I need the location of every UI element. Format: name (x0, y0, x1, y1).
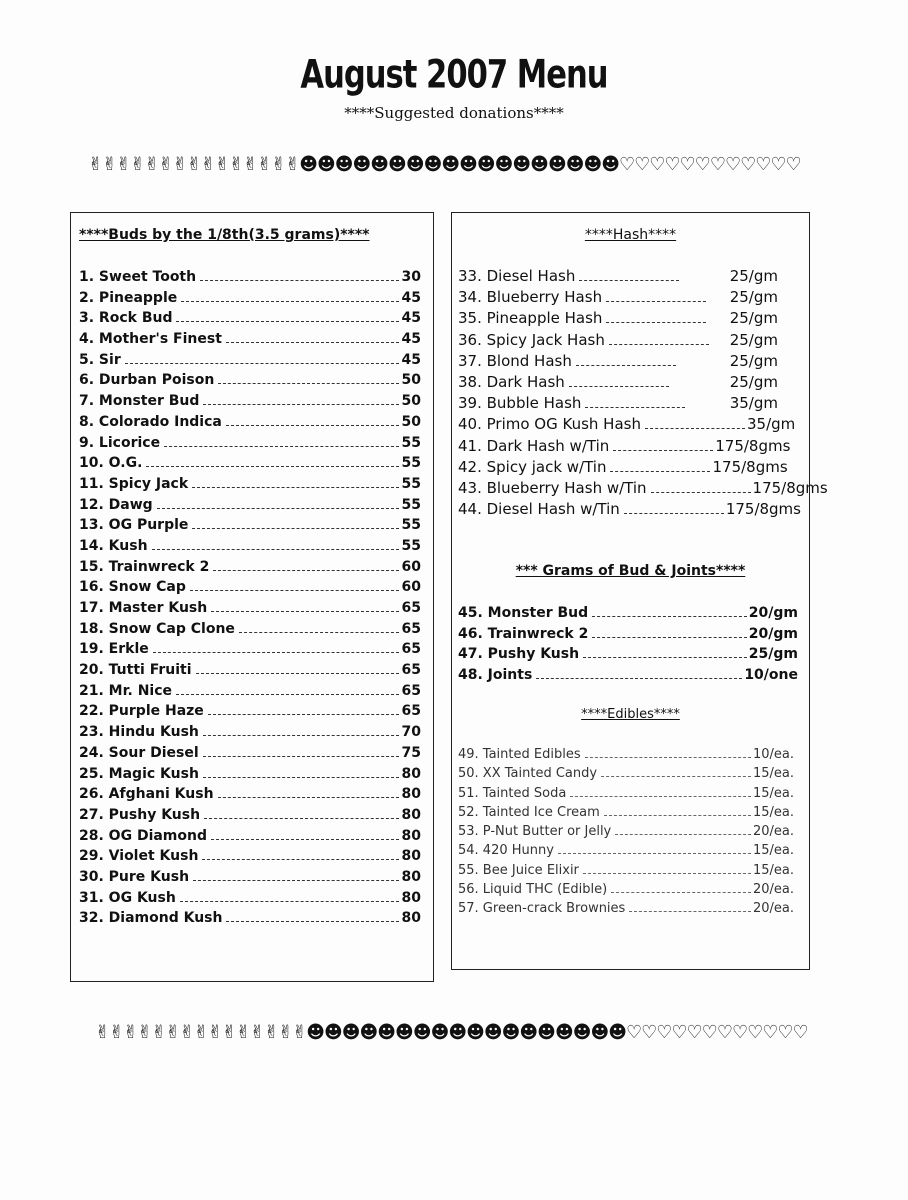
dot-leader (211, 839, 399, 840)
item-price: 25/gm (729, 267, 778, 285)
dot-leader (585, 757, 751, 758)
list-item (458, 766, 794, 785)
item-name: 26. Afghani Kush (79, 786, 214, 803)
item-price: 50 (401, 413, 421, 430)
dot-leader (611, 892, 751, 893)
dot-leader (585, 407, 685, 408)
dot-leader (152, 549, 399, 550)
list-item (458, 824, 794, 843)
item-name: 13. OG Purple (79, 517, 189, 534)
item-name: 43. Blueberry Hash w/Tin (458, 478, 647, 497)
list-item (458, 478, 828, 500)
dot-leader (192, 528, 399, 529)
item-price: 20/ea. (752, 824, 794, 840)
item-price: 15/ea. (752, 785, 794, 801)
item-price: 65 (401, 641, 421, 658)
item-name: 20. Tutti Fruiti (79, 662, 192, 679)
item-name: 48. Joints (458, 666, 533, 683)
item-name: 54. 420 Hunny (458, 843, 554, 859)
list-item (458, 331, 778, 352)
item-price: 10/one (744, 666, 798, 683)
item-price: 55 (401, 517, 421, 534)
item-price: 70 (401, 724, 421, 741)
item-name: 15. Trainwreck 2 (79, 558, 210, 575)
item-name: 3. Rock Bud (79, 310, 173, 327)
dot-leader (558, 853, 751, 854)
list-item (458, 901, 794, 920)
item-name: 31. OG Kush (79, 889, 176, 906)
list-item (458, 288, 778, 309)
item-price: 65 (401, 662, 421, 679)
dot-leader (570, 796, 751, 797)
item-name: 44. Diesel Hash w/Tin (458, 500, 620, 519)
dot-leader (592, 637, 746, 638)
item-price: 80 (401, 806, 421, 823)
item-price: 80 (401, 848, 421, 865)
list-item (458, 805, 794, 824)
item-name: 21. Mr. Nice (79, 682, 173, 699)
item-price: 35/gm (746, 415, 796, 434)
dot-leader (583, 873, 751, 874)
list-item (79, 331, 421, 352)
list-item (79, 455, 421, 476)
item-price: 15/ea. (752, 843, 794, 859)
page-title: August 2007 Menu (300, 52, 608, 98)
item-price: 30 (401, 269, 421, 285)
item-price: 60 (401, 579, 421, 596)
list-item (79, 497, 421, 518)
item-name: 41. Dark Hash w/Tin (458, 436, 610, 455)
item-name: 57. Green-crack Brownies (458, 901, 626, 917)
item-name: 8. Colorado Indica (79, 413, 222, 430)
bottom-divider (95, 1022, 815, 1043)
dot-leader (190, 590, 399, 591)
list-item (79, 435, 421, 456)
dot-leader (157, 508, 399, 509)
dot-leader (606, 322, 706, 323)
item-price: 65 (401, 682, 421, 699)
item-price: 20/ea. (752, 882, 794, 898)
list-item (458, 436, 791, 458)
item-name: 28. OG Diamond (79, 827, 208, 844)
hash-list (458, 267, 828, 521)
dot-leader (592, 616, 747, 617)
list-item (79, 352, 421, 373)
item-name: 22. Purple Haze (79, 703, 204, 720)
list-item (458, 786, 794, 805)
dot-leader (218, 383, 399, 384)
list-item (458, 646, 798, 667)
item-price: 80 (401, 827, 421, 844)
item-price: 175/8gms (725, 500, 801, 519)
item-name: 35. Pineapple Hash (458, 309, 603, 328)
item-name: 37. Blond Hash (458, 351, 572, 370)
list-item (79, 600, 421, 621)
item-name: 56. Liquid THC (Edible) (458, 882, 608, 898)
list-item (79, 724, 421, 745)
list-item (458, 605, 798, 626)
dot-leader (613, 450, 713, 451)
dot-leader (203, 756, 399, 757)
dot-leader (576, 365, 676, 366)
heart-icon-row: ♡♡♡♡♡♡♡♡♡♡♡♡ (626, 1022, 808, 1043)
item-name: 17. Master Kush (79, 600, 208, 616)
list-item (79, 269, 421, 290)
dot-leader (125, 363, 399, 364)
list-item (458, 500, 801, 521)
dot-leader (536, 678, 742, 679)
list-item (79, 745, 421, 766)
item-price: 65 (401, 600, 421, 616)
item-name: 51. Tainted Soda (458, 785, 567, 801)
item-name: 18. Snow Cap Clone (79, 620, 235, 637)
right-panel (451, 212, 828, 970)
item-name: 46. Trainwreck 2 (458, 625, 589, 642)
item-price: 45 (401, 310, 421, 327)
buds-panel (70, 212, 434, 982)
edibles-heading: ****Edibles**** (581, 707, 680, 722)
item-price: 175/8gms (752, 478, 828, 497)
item-name: 23. Hindu Kush (79, 724, 199, 741)
item-name: 47. Pushy Kush (458, 646, 580, 662)
list-item (79, 621, 421, 642)
item-name: 50. XX Tainted Candy (458, 766, 598, 782)
list-item (79, 807, 421, 828)
item-name: 34. Blueberry Hash (458, 288, 603, 307)
buds-heading: ****Buds by the 1/8th(3.5 grams)**** (79, 227, 370, 243)
dot-leader (604, 815, 751, 816)
dot-leader (208, 714, 399, 715)
top-divider (88, 154, 808, 175)
item-price: 50 (401, 372, 421, 389)
item-price: 75 (401, 744, 421, 761)
dot-leader (180, 901, 399, 902)
item-price: 80 (401, 889, 421, 906)
dot-leader (226, 921, 399, 922)
item-name: 40. Primo OG Kush Hash (458, 415, 641, 434)
dot-leader (629, 911, 751, 912)
item-name: 45. Monster Bud (458, 605, 589, 621)
dot-leader (202, 859, 399, 860)
dot-leader (164, 446, 399, 447)
smiley-icon-row: ☻☻☻☻☻☻☻☻☻☻☻☻☻☻☻☻☻☻ (299, 154, 619, 175)
list-item (79, 869, 421, 890)
list-item (458, 882, 794, 901)
item-price: 20/ea. (752, 901, 794, 917)
peace-icon-row: ✌✌✌✌✌✌✌✌✌✌✌✌✌✌✌ (88, 154, 300, 175)
item-price: 175/8gms (715, 436, 791, 455)
item-price: 80 (401, 786, 421, 803)
dot-leader (218, 797, 399, 798)
dot-leader (213, 570, 399, 571)
item-name: 33. Diesel Hash (458, 267, 576, 285)
dot-leader (226, 342, 399, 343)
list-item (79, 290, 421, 311)
hash-heading: ****Hash**** (584, 227, 677, 243)
list-item (458, 626, 798, 647)
item-price: 65 (401, 620, 421, 637)
dot-leader (211, 611, 399, 612)
item-price: 55 (401, 434, 421, 451)
dot-leader (579, 280, 679, 281)
item-price: 25/gm (748, 646, 798, 662)
dot-leader (239, 632, 399, 633)
item-name: 1. Sweet Tooth (79, 269, 197, 285)
item-name: 53. P-Nut Butter or Jelly (458, 824, 612, 840)
item-price: 25/gm (729, 372, 778, 391)
list-item (79, 517, 421, 538)
item-price: 45 (401, 331, 421, 348)
dot-leader (606, 301, 706, 302)
item-name: 39. Bubble Hash (458, 394, 582, 413)
item-name: 16. Snow Cap (79, 579, 186, 596)
smiley-icon-row: ☻☻☻☻☻☻☻☻☻☻☻☻☻☻☻☻☻☻ (306, 1022, 626, 1043)
dot-leader (615, 834, 751, 835)
list-item (79, 890, 421, 911)
item-price: 45 (401, 289, 421, 306)
dot-leader (583, 657, 747, 658)
item-price: 25/gm (729, 288, 778, 307)
item-name: 38. Dark Hash (458, 372, 565, 391)
item-price: 25/gm (729, 309, 778, 328)
list-item (458, 863, 794, 882)
item-name: 29. Violet Kush (79, 848, 199, 865)
dot-leader (193, 880, 399, 881)
item-name: 27. Pushy Kush (79, 806, 201, 823)
list-item (79, 910, 421, 931)
item-price: 25/gm (729, 330, 778, 349)
item-price: 80 (401, 910, 421, 927)
list-item (79, 703, 421, 724)
item-price: 10/ea. (752, 747, 794, 762)
dot-leader (203, 404, 399, 405)
dot-leader (204, 818, 399, 819)
list-item (79, 848, 421, 869)
item-price: 80 (401, 765, 421, 782)
dot-leader (609, 344, 709, 345)
item-price: 55 (401, 475, 421, 492)
item-price: 60 (401, 558, 421, 575)
dot-leader (203, 777, 399, 778)
grams-heading: *** Grams of Bud & Joints**** (515, 563, 746, 579)
list-item (79, 559, 421, 580)
item-name: 30. Pure Kush (79, 868, 190, 885)
item-price: 15/ea. (752, 804, 794, 820)
list-item (458, 667, 798, 688)
dot-leader (200, 280, 399, 281)
item-price: 20/gm (748, 605, 798, 621)
buds-list (79, 269, 421, 931)
item-price: 50 (401, 393, 421, 410)
edibles-list (458, 747, 794, 921)
item-name: 49. Tainted Edibles (458, 747, 581, 762)
list-item (79, 828, 421, 849)
list-item (458, 415, 796, 436)
item-price: 55 (401, 537, 421, 554)
dot-leader (181, 301, 399, 302)
list-item (79, 766, 421, 787)
list-item (458, 373, 778, 394)
dot-leader (651, 492, 751, 493)
item-name: 7. Monster Bud (79, 393, 200, 410)
dot-leader (645, 428, 745, 429)
item-name: 10. O.G. (79, 455, 143, 472)
item-price: 65 (401, 703, 421, 720)
item-price: 15/ea. (752, 862, 794, 878)
item-name: 42. Spicy jack w/Tin (458, 457, 607, 476)
list-item (79, 579, 421, 600)
item-name: 32. Diamond Kush (79, 910, 223, 927)
list-item (79, 786, 421, 807)
dot-leader (569, 386, 669, 387)
list-item (458, 309, 778, 330)
item-name: 9. Licorice (79, 434, 161, 451)
item-name: 4. Mother's Finest (79, 331, 222, 348)
dot-leader (153, 652, 399, 653)
dot-leader (610, 471, 710, 472)
item-price: 80 (401, 868, 421, 885)
dot-leader (176, 694, 399, 695)
dot-leader (192, 487, 399, 488)
dot-leader (196, 673, 399, 674)
dot-leader (624, 513, 724, 514)
item-name: 55. Bee Juice Elixir (458, 862, 579, 878)
item-name: 52. Tainted Ice Cream (458, 804, 600, 820)
dot-leader (601, 776, 751, 777)
item-price: 55 (401, 496, 421, 513)
list-item (458, 457, 788, 479)
list-item (458, 747, 794, 766)
item-name: 36. Spicy Jack Hash (458, 330, 605, 349)
item-name: 25. Magic Kush (79, 765, 199, 782)
item-name: 19. Erkle (79, 641, 149, 658)
dot-leader (226, 425, 399, 426)
item-price: 35/gm (729, 394, 778, 413)
list-item (79, 641, 421, 662)
peace-icon-row: ✌✌✌✌✌✌✌✌✌✌✌✌✌✌✌ (95, 1022, 307, 1043)
list-item (458, 267, 778, 288)
item-name: 12. Dawg (79, 496, 153, 513)
list-item (79, 662, 421, 683)
item-name: 14. Kush (79, 537, 148, 554)
item-price: 55 (401, 455, 421, 472)
heart-icon-row: ♡♡♡♡♡♡♡♡♡♡♡♡ (619, 154, 801, 175)
item-price: 15/ea. (752, 766, 794, 782)
list-item (79, 476, 421, 497)
item-price: 45 (401, 351, 421, 368)
item-price: 20/gm (748, 625, 798, 642)
item-price: 175/8gms (712, 457, 788, 476)
dot-leader (146, 466, 399, 467)
dot-leader (203, 735, 399, 736)
list-item (79, 393, 421, 414)
grams-list (458, 605, 798, 687)
list-item (458, 394, 778, 415)
list-item (79, 414, 421, 435)
list-item (79, 310, 421, 331)
list-item (79, 538, 421, 559)
list-item (79, 683, 421, 704)
item-name: 2. Pineapple (79, 289, 178, 306)
item-name: 11. Spicy Jack (79, 475, 189, 492)
item-price: 25/gm (729, 351, 778, 370)
list-item (79, 372, 421, 393)
page-subtitle: ****Suggested donations**** (344, 104, 564, 122)
list-item (458, 843, 794, 862)
item-name: 5. Sir (79, 351, 121, 368)
item-name: 6. Durban Poison (79, 372, 215, 389)
dot-leader (176, 321, 399, 322)
item-name: 24. Sour Diesel (79, 744, 199, 761)
list-item (458, 352, 778, 373)
